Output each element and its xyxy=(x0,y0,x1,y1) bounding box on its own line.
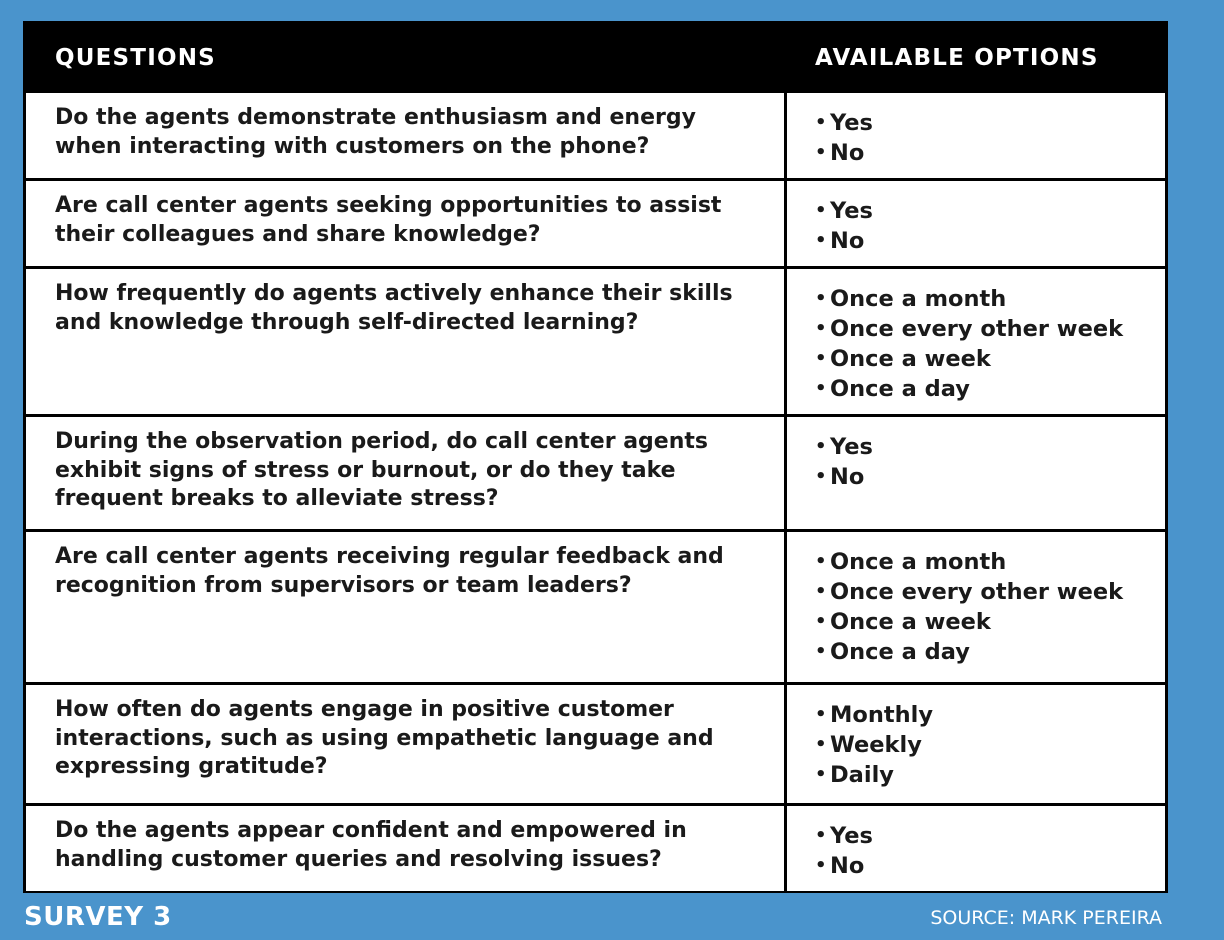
question-cell xyxy=(26,685,784,803)
option-label: No xyxy=(830,853,865,879)
question-cell xyxy=(26,181,784,266)
option-item xyxy=(815,730,1165,760)
options-cell xyxy=(787,806,1165,891)
options-column-header: AVAILABLE OPTIONS xyxy=(815,45,1099,71)
option-item xyxy=(815,547,1165,577)
option-label: Once a day xyxy=(830,639,970,665)
option-item xyxy=(815,374,1165,404)
option-item xyxy=(815,432,1165,462)
question-text: Do the agents demonstrate enthusiasm and energy when interacting with customers on the phone? xyxy=(55,105,696,159)
option-label: Daily xyxy=(830,762,894,788)
option-label: Once a week xyxy=(830,609,991,635)
option-label: No xyxy=(830,140,865,166)
question-cell xyxy=(26,269,784,414)
options-cell xyxy=(787,181,1165,266)
options-cell xyxy=(787,93,1165,178)
option-item xyxy=(815,607,1165,637)
survey-label: SURVEY 3 xyxy=(24,902,172,932)
bullet-icon: • xyxy=(815,581,827,602)
option-item xyxy=(815,462,1165,492)
option-list xyxy=(815,196,1165,256)
option-label: Yes xyxy=(830,434,873,460)
options-cell xyxy=(787,417,1165,529)
option-item xyxy=(815,226,1165,256)
bullet-icon: • xyxy=(815,348,827,369)
question-text: Are call center agents seeking opportunities to assist their colleagues and share knowledge? xyxy=(55,193,722,247)
option-list xyxy=(815,432,1165,492)
option-item xyxy=(815,760,1165,790)
bullet-icon: • xyxy=(815,825,827,846)
question-text: Are call center agents receiving regular feedback and recognition from supervisors or team leaders? xyxy=(55,544,724,598)
bullet-icon: • xyxy=(815,142,827,163)
table-row xyxy=(26,532,1165,682)
option-item xyxy=(815,821,1165,851)
option-list xyxy=(815,108,1165,168)
option-label: Monthly xyxy=(830,702,934,728)
options-cell xyxy=(787,532,1165,682)
option-label: Yes xyxy=(830,823,873,849)
bullet-icon: • xyxy=(815,704,827,725)
bullet-icon: • xyxy=(815,764,827,785)
option-item xyxy=(815,851,1165,881)
question-cell xyxy=(26,93,784,178)
bullet-icon: • xyxy=(815,641,827,662)
table-header xyxy=(23,21,1168,93)
option-list xyxy=(815,821,1165,881)
option-label: Once a month xyxy=(830,549,1007,575)
option-list xyxy=(815,700,1165,790)
option-label: No xyxy=(830,464,865,490)
option-label: Yes xyxy=(830,198,873,224)
options-cell xyxy=(787,269,1165,414)
bullet-icon: • xyxy=(815,288,827,309)
table-row xyxy=(26,806,1165,891)
table-row xyxy=(26,417,1165,529)
bullet-icon: • xyxy=(815,551,827,572)
survey-table xyxy=(23,21,1168,893)
bullet-icon: • xyxy=(815,436,827,457)
option-label: Yes xyxy=(830,110,873,136)
questions-column-header: QUESTIONS xyxy=(55,45,216,71)
source-credit: SOURCE: MARK PEREIRA xyxy=(930,907,1162,929)
bullet-icon: • xyxy=(815,734,827,755)
option-item xyxy=(815,577,1165,607)
question-text: During the observation period, do call center agents exhibit signs of stress or burnout, or do they take frequent breaks to alleviate stress? xyxy=(55,429,708,511)
bullet-icon: • xyxy=(815,112,827,133)
question-text: How often do agents engage in positive customer interactions, such as using empathetic language and expressing gratitude? xyxy=(55,697,714,779)
option-item xyxy=(815,700,1165,730)
bullet-icon: • xyxy=(815,378,827,399)
option-label: Once a month xyxy=(830,286,1007,312)
option-item xyxy=(815,138,1165,168)
table-row xyxy=(26,269,1165,414)
bullet-icon: • xyxy=(815,230,827,251)
option-list xyxy=(815,547,1165,667)
option-item xyxy=(815,108,1165,138)
question-text: How frequently do agents actively enhance their skills and knowledge through self-directed learning? xyxy=(55,281,733,335)
table-row xyxy=(26,181,1165,266)
bullet-icon: • xyxy=(815,855,827,876)
bullet-icon: • xyxy=(815,611,827,632)
table-body xyxy=(26,93,1165,891)
question-cell xyxy=(26,532,784,682)
question-cell xyxy=(26,417,784,529)
option-label: Once a week xyxy=(830,346,991,372)
option-label: Once a day xyxy=(830,376,970,402)
question-text: Do the agents appear confident and empowered in handling customer queries and resolving issues? xyxy=(55,818,687,872)
option-label: Weekly xyxy=(830,732,922,758)
option-item xyxy=(815,344,1165,374)
option-label: Once every other week xyxy=(830,579,1124,605)
bullet-icon: • xyxy=(815,466,827,487)
options-cell xyxy=(787,685,1165,803)
option-label: Once every other week xyxy=(830,316,1124,342)
bullet-icon: • xyxy=(815,200,827,221)
option-item xyxy=(815,637,1165,667)
table-row xyxy=(26,93,1165,178)
question-cell xyxy=(26,806,784,891)
bullet-icon: • xyxy=(815,318,827,339)
option-list xyxy=(815,284,1165,404)
option-label: No xyxy=(830,228,865,254)
option-item xyxy=(815,196,1165,226)
table-row xyxy=(26,685,1165,803)
option-item xyxy=(815,284,1165,314)
option-item xyxy=(815,314,1165,344)
